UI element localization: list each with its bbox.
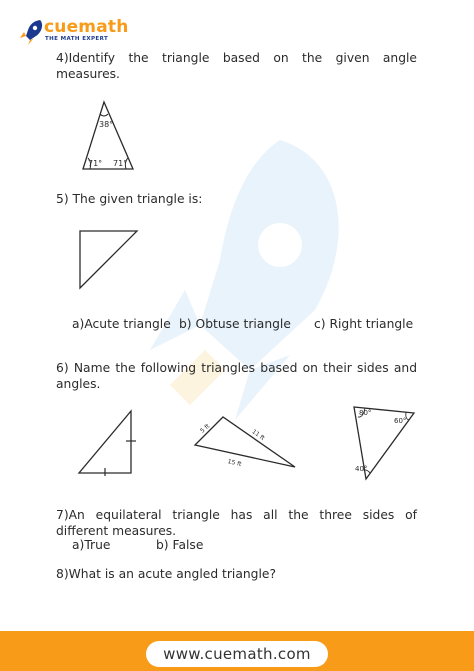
brand-tagline: THE MATH EXPERT: [45, 36, 109, 42]
question-number: 7): [56, 508, 69, 522]
question-text: The given triangle is:: [72, 192, 203, 206]
question-5-options: [72, 317, 422, 333]
angle-label-3: 40°: [355, 465, 368, 473]
option-a[interactable]: a)Acute triangle: [72, 317, 171, 331]
angle-label-right: 71°: [113, 159, 128, 168]
angle-label-left: 71°: [88, 159, 103, 168]
footer-bar: [0, 631, 474, 671]
question-number: 5): [56, 192, 69, 206]
question-8: [56, 567, 417, 583]
question-text: Name the following triangles based on their sides and angles.: [56, 361, 417, 391]
isosceles-right-triangle-figure: [76, 408, 138, 476]
question-number: 4): [56, 51, 69, 65]
question-number: 8): [56, 567, 69, 581]
option-c[interactable]: c) Right triangle: [314, 317, 414, 331]
question-5: [56, 192, 417, 208]
brand-name: cuemath: [44, 17, 129, 37]
angle-label-2: 60°: [394, 417, 407, 425]
acute-triangle-figure: [348, 402, 418, 482]
question-text: What is an acute angled triangle?: [68, 567, 276, 581]
question-6: [56, 361, 417, 392]
option-b[interactable]: b) Obtuse triangle: [179, 317, 291, 331]
footer-url-pill: [146, 641, 328, 667]
question-4: [56, 51, 417, 82]
side-label-3: 15 ft: [226, 458, 243, 469]
question-7-options: [72, 538, 272, 554]
footer-url[interactable]: www.cuemath.com: [163, 645, 311, 663]
isosceles-triangle-figure: [78, 96, 140, 176]
angle-label-top: 38°: [99, 120, 114, 129]
question-7: [56, 508, 417, 539]
option-true[interactable]: a)True: [72, 538, 111, 552]
right-triangle-figure: [77, 228, 141, 292]
side-label-1: 5 ft: [199, 422, 212, 435]
angle-label-1: 80°: [359, 409, 372, 417]
question-text: Identify the triangle based on the given angle measures.: [56, 51, 417, 81]
scalene-triangle-figure: [192, 413, 300, 473]
question-number: 6): [56, 361, 69, 375]
side-label-2: 11 ft: [250, 428, 266, 442]
question-text: An equilateral triangle has all the three sides of different measures.: [56, 508, 417, 538]
option-false[interactable]: b) False: [156, 538, 204, 552]
